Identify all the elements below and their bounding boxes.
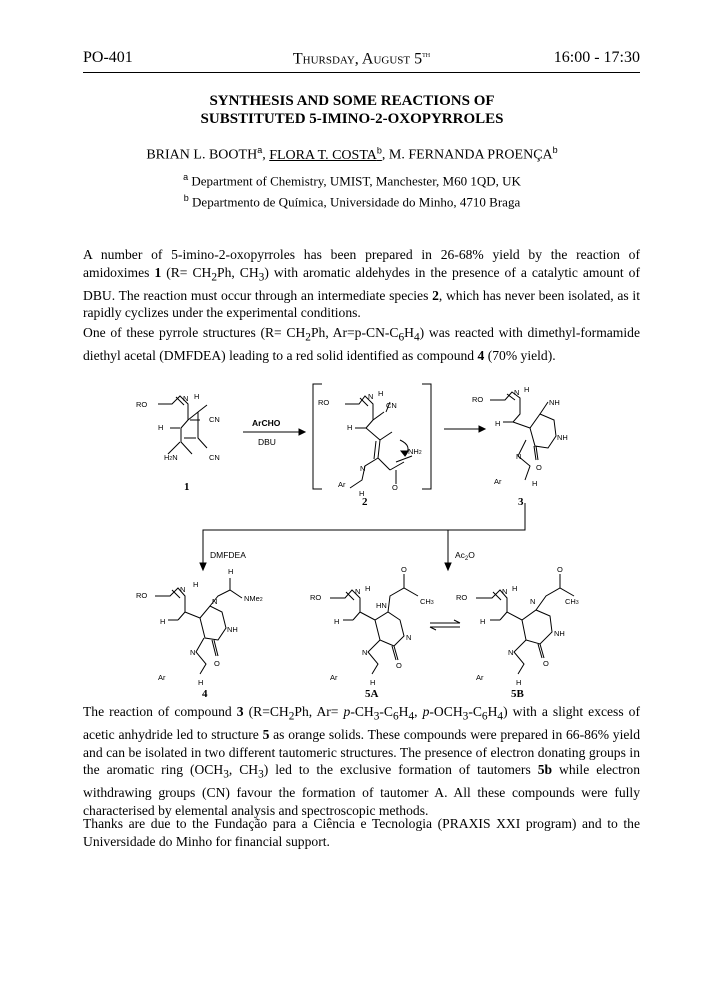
svg-text:H: H — [347, 423, 353, 432]
affiliation-b: $^b$ Departmento de Química, Universidade do Minho, 4710 Braga — [183, 193, 521, 210]
svg-text:N: N — [180, 585, 186, 594]
svg-text:H: H — [359, 489, 365, 498]
paragraph-intro: A number of 5-imino-2-oxopyrroles has been prepared in 26-68% yield by the reaction of amidoximes 1 ($R= CH_2Ph$, $CH_3$) with aromatic aldehydes in the presence of a catalytic amount of DBU. The reaction must occur through an intermediate species 2, which has never been isolated, as it rapidly cyclizes under the experimental conditions. — [83, 247, 640, 321]
svg-text:N: N — [514, 388, 520, 397]
svg-text:RO: RO — [136, 591, 148, 600]
svg-text:N: N — [368, 392, 374, 401]
svg-text:N: N — [508, 648, 514, 657]
affiliation-a: $^a$ Department of Chemistry, UMIST, Manchester, M60 1QD, UK — [183, 172, 521, 189]
svg-text:RO: RO — [472, 395, 484, 404]
svg-text:O: O — [543, 659, 549, 668]
reagent-dbu: DBU — [258, 437, 276, 447]
svg-text:H: H — [524, 385, 530, 394]
svg-text:5B: 5B — [511, 688, 524, 700]
svg-text:NMe2: NMe2 — [244, 594, 263, 603]
svg-text:Ar: Ar — [338, 480, 346, 489]
svg-text:H: H — [160, 617, 166, 626]
svg-text:N: N — [183, 394, 189, 403]
svg-text:RO: RO — [456, 593, 468, 602]
svg-text:H: H — [512, 584, 518, 593]
svg-text:Ar: Ar — [494, 477, 502, 486]
svg-text:NH2: NH2 — [408, 447, 422, 456]
svg-text:Ar: Ar — [158, 673, 166, 682]
svg-text:H: H — [334, 617, 340, 626]
svg-text:H: H — [158, 423, 164, 432]
session-time: 16:00 - 17:30 — [553, 49, 640, 66]
paper-title: SYNTHESIS AND SOME REACTIONS OF SUBSTITUTED 5-IMINO-2-OXOPYRROLES — [200, 93, 504, 127]
author-list: BRIAN L. BOOTH$^a$, FLORA T. COSTA$^b$, M. FERNANDA PROENÇA$^b$ — [146, 145, 558, 163]
svg-text:CN: CN — [386, 401, 397, 410]
paragraph-acetylation: The reaction of compound 3 ($R=CH_2Ph$, $Ar= p-CH_3-C_6H_4$, $p-OCH_3-C_6H_4$) with a slight excess of acetic anhydride led to structure 5 as orange solids. These compounds were prepared in 66-86% yield and can be isolated in two different tautomeric structures. The presence of electron donating groups in the aromatic ring ($OCH_3$, $CH_3$) led to the exclusive formation of tautomers 5b while electron withdrawing groups (CN) favour the formation of tautomer A. All these compounds were fully characterised by elemental analysis and spectroscopic methods. — [83, 704, 640, 818]
svg-text:Ar: Ar — [476, 673, 484, 682]
svg-text:O: O — [214, 659, 220, 668]
reagent-dmfdea: DMFDEA — [210, 550, 246, 560]
svg-text:H: H — [532, 479, 538, 488]
svg-text:O: O — [396, 661, 402, 670]
svg-text:NH: NH — [227, 625, 238, 634]
paragraph-acknowledgements: Thanks are due to the Fundação para a Ciência e Tecnologia (PRAXIS XXI program) and to the Universidade do Minho for financial support. — [83, 816, 640, 849]
svg-text:H: H — [228, 567, 234, 576]
svg-text:RO: RO — [136, 400, 148, 409]
svg-text:NH: NH — [554, 629, 565, 638]
author-booth: BRIAN L. BOOTH — [146, 147, 258, 163]
svg-text:N: N — [355, 587, 361, 596]
svg-text:H: H — [495, 419, 501, 428]
svg-text:N: N — [212, 597, 218, 606]
svg-text:CH3: CH3 — [565, 597, 579, 606]
svg-text:H2N: H2N — [164, 453, 178, 462]
author-proenca: M. FERNANDA PROENÇA — [388, 147, 553, 163]
svg-text:H: H — [365, 584, 371, 593]
svg-text:H: H — [378, 389, 384, 398]
poster-code: PO-401 — [83, 49, 133, 66]
svg-text:NH: NH — [557, 433, 568, 442]
reagent-ac2o: $Ac_2O$ — [455, 550, 475, 562]
svg-text:3: 3 — [518, 496, 524, 508]
svg-text:5A: 5A — [365, 688, 379, 700]
svg-text:HN: HN — [376, 601, 387, 610]
reagent-archo: ArCHO — [252, 418, 281, 428]
svg-text:H: H — [194, 392, 200, 401]
svg-text:N: N — [190, 648, 196, 657]
svg-text:N: N — [502, 587, 508, 596]
svg-text:1: 1 — [184, 481, 190, 493]
svg-text:O: O — [557, 565, 563, 574]
svg-text:Ar: Ar — [330, 673, 338, 682]
svg-text:RO: RO — [318, 398, 330, 407]
session-day: Thursday, August 5th — [292, 49, 431, 68]
svg-text:H: H — [370, 678, 376, 687]
svg-text:N: N — [406, 633, 412, 642]
paragraph-dmfdea: One of these pyrrole structures ($R= CH_2Ph$, $Ar=p-CN-C_6H_4$) was reacted with dimethyl-formamide diethyl acetal (DMFDEA) leading to a red solid identified as compound 4 (70% yield). — [83, 325, 640, 364]
svg-text:O: O — [392, 483, 398, 492]
svg-text:N: N — [360, 464, 366, 473]
svg-text:RO: RO — [310, 593, 322, 602]
svg-text:H: H — [193, 580, 199, 589]
svg-text:H: H — [516, 678, 522, 687]
svg-text:O: O — [401, 565, 407, 574]
svg-text:O: O — [536, 463, 542, 472]
svg-text:H: H — [480, 617, 486, 626]
svg-text:2: 2 — [362, 496, 368, 508]
svg-text:CH3: CH3 — [420, 597, 434, 606]
svg-text:NH: NH — [549, 398, 560, 407]
svg-text:4: 4 — [202, 688, 208, 700]
svg-text:N: N — [516, 452, 522, 461]
svg-text:CN: CN — [209, 415, 220, 424]
author-costa: FLORA T. COSTA$^b$ — [269, 145, 382, 163]
svg-text:N: N — [362, 648, 368, 657]
svg-text:H: H — [198, 678, 204, 687]
svg-text:N: N — [530, 597, 536, 606]
svg-text:CN: CN — [209, 453, 220, 462]
